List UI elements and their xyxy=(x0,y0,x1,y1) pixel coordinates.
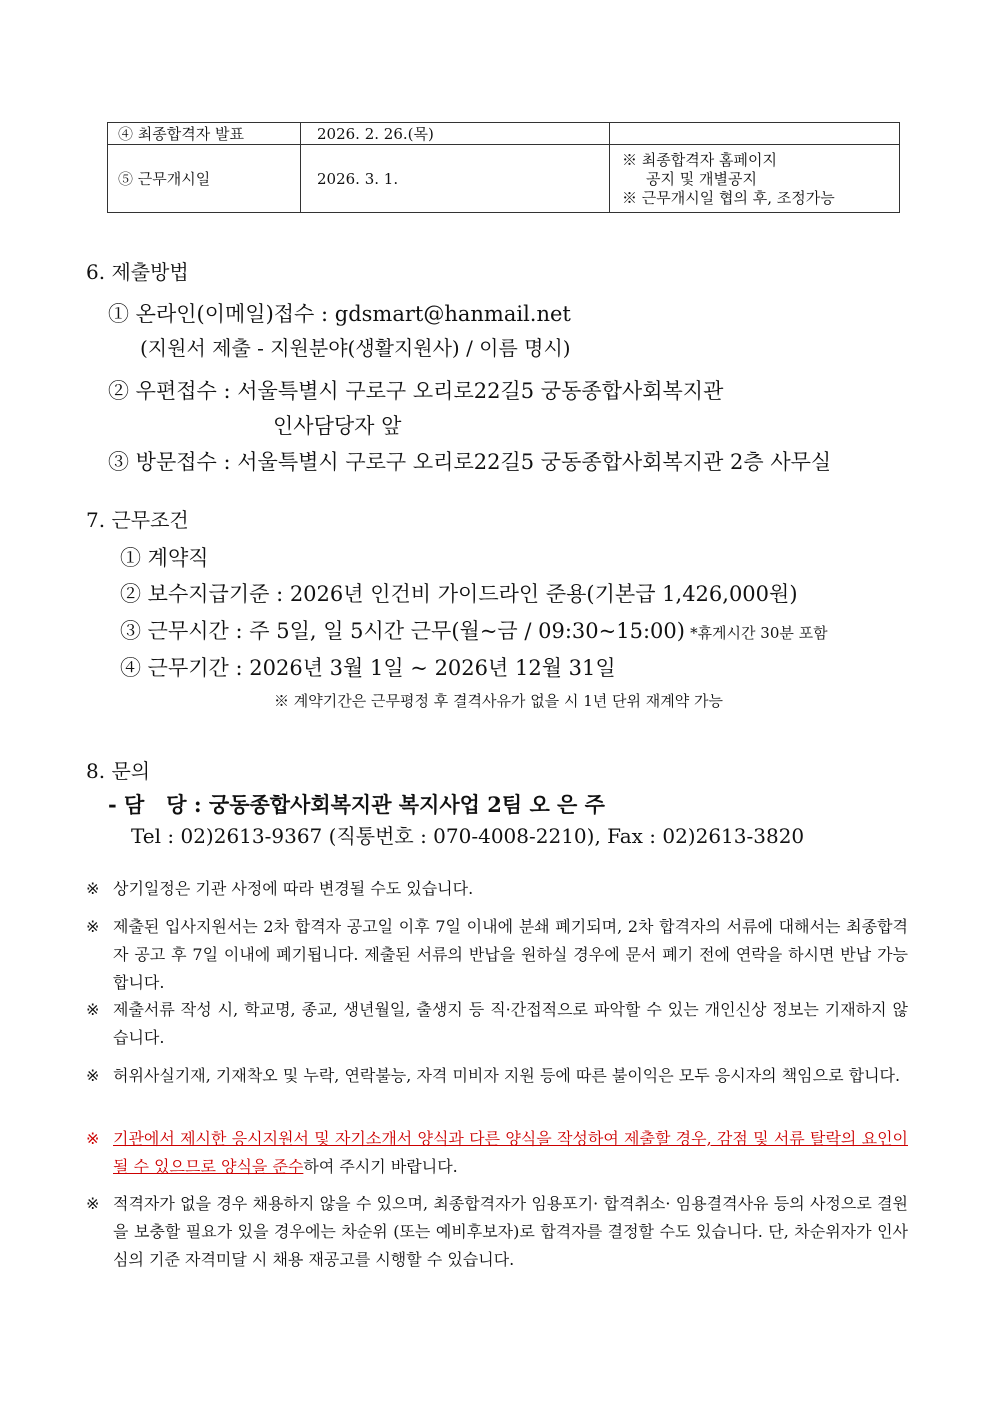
note-text-rest: 하여 주시기 바랍니다. xyxy=(303,1157,458,1176)
note-text: 제출된 입사지원서는 2차 합격자 공고일 이후 7일 이내에 분쇄 폐기되며, 2차 합격자의 서류에 대해서는 최종합격자 공고 후 7일 이내에 폐기됩니다. 제출된 서류의 반납을 원하실 경우에 문서 폐기 전에 연락을 하시면 반납 가능합니다. xyxy=(113,917,908,992)
contact-phone: Tel : 02)2613-9367 (직통번호 : 070-4008-2210), Fax : 02)2613-3820 xyxy=(131,824,805,848)
note-line: ※ 최종합격자 홈페이지 xyxy=(622,150,777,169)
reference-mark-icon: ※ xyxy=(86,917,100,936)
warning-text: 기관에서 제시한 응시지원서 및 자기소개서 양식과 다른 양식을 작성하여 제출할 경우, 감점 및 서류 탈락의 요인이 될 수 있으므로 양식을 준수 xyxy=(113,1129,908,1176)
condition-period: ④ 근무기간 : 2026년 3월 1일 ~ 2026년 12월 31일 xyxy=(120,656,616,680)
step-cell: ④ 최종합격자 발표 xyxy=(108,123,301,145)
submission-mail: ② 우편접수 : 서울특별시 구로구 오리로22길5 궁동종합사회복지관 xyxy=(108,379,724,403)
table-row xyxy=(108,145,900,213)
reference-mark-icon: ※ xyxy=(86,879,100,898)
section-heading-submission: 6. 제출방법 xyxy=(86,260,189,284)
condition-contract: ① 계약직 xyxy=(120,546,209,570)
reference-mark-icon: ※ xyxy=(86,1000,100,1019)
note-item xyxy=(86,1190,908,1274)
note-item xyxy=(86,913,908,997)
contact-person: - 담 당 : 궁동종합사회복지관 복지사업 2팀 오 은 주 xyxy=(108,792,605,817)
note-text: 적격자가 없을 경우 채용하지 않을 수 있으며, 최종합격자가 임용포기· 합격취소· 임용결격사유 등의 사정으로 결원을 보충할 필요가 있을 경우에는 차순위 (또는 예비후보자)로 합격자를 결정할 수도 있습니다. 단, 차순위자가 인사심의 기준 자격미달 시 채용 재공고를 시행할 수 있습니다. xyxy=(113,1194,908,1269)
submission-mail-sub: 인사담당자 앞 xyxy=(273,414,402,438)
reference-mark-icon: ※ xyxy=(86,1066,100,1085)
note-item-warning xyxy=(86,1125,908,1181)
condition-period-note: ※ 계약기간은 근무평정 후 결격사유가 없을 시 1년 단위 재계약 가능 xyxy=(274,692,723,710)
note-text: 제출서류 작성 시, 학교명, 종교, 생년월일, 출생지 등 직·간접적으로 파악할 수 있는 개인신상 정보는 기재하지 않습니다. xyxy=(113,1000,908,1047)
submission-online: ① 온라인(이메일)접수 : gdsmart@hanmail.net xyxy=(108,302,571,326)
condition-pay: ② 보수지급기준 : 2026년 인건비 가이드라인 준용(기본급 1,426,000원) xyxy=(120,582,798,606)
note-cell xyxy=(610,145,900,213)
schedule-table xyxy=(107,122,900,213)
note-line: ※ 근무개시일 협의 후, 조정가능 xyxy=(622,188,835,207)
reference-mark-icon: ※ xyxy=(86,1194,100,1213)
submission-visit: ③ 방문접수 : 서울특별시 구로구 오리로22길5 궁동종합사회복지관 2층 사무실 xyxy=(108,450,832,474)
section-heading-conditions: 7. 근무조건 xyxy=(86,508,189,532)
note-text xyxy=(113,1125,908,1181)
note-item xyxy=(86,1062,908,1090)
condition-hours-line xyxy=(120,615,828,645)
submission-online-sub: (지원서 제출 - 지원분야(생활지원사) / 이름 명시) xyxy=(140,336,571,360)
condition-hours-note: *휴게시간 30분 포함 xyxy=(690,624,828,642)
date-cell: 2026. 2. 26.(목) xyxy=(301,123,610,145)
note-item xyxy=(86,875,908,903)
note-cell xyxy=(610,123,900,145)
note-line: 공지 및 개별공지 xyxy=(646,169,757,188)
note-text: 상기일정은 기관 사정에 따라 변경될 수도 있습니다. xyxy=(113,879,474,898)
condition-hours: ③ 근무시간 : 주 5일, 일 5시간 근무(월~금 / 09:30~15:00) xyxy=(120,619,685,643)
note-text: 허위사실기재, 기재착오 및 누락, 연락불능, 자격 미비자 지원 등에 따른 불이익은 모두 응시자의 책임으로 합니다. xyxy=(113,1066,901,1085)
table-row xyxy=(108,123,900,145)
step-cell: ⑤ 근무개시일 xyxy=(108,145,301,213)
note-item xyxy=(86,996,908,1052)
section-heading-inquiry: 8. 문의 xyxy=(86,759,151,783)
reference-mark-icon: ※ xyxy=(86,1129,100,1148)
date-cell: 2026. 3. 1. xyxy=(301,145,610,213)
